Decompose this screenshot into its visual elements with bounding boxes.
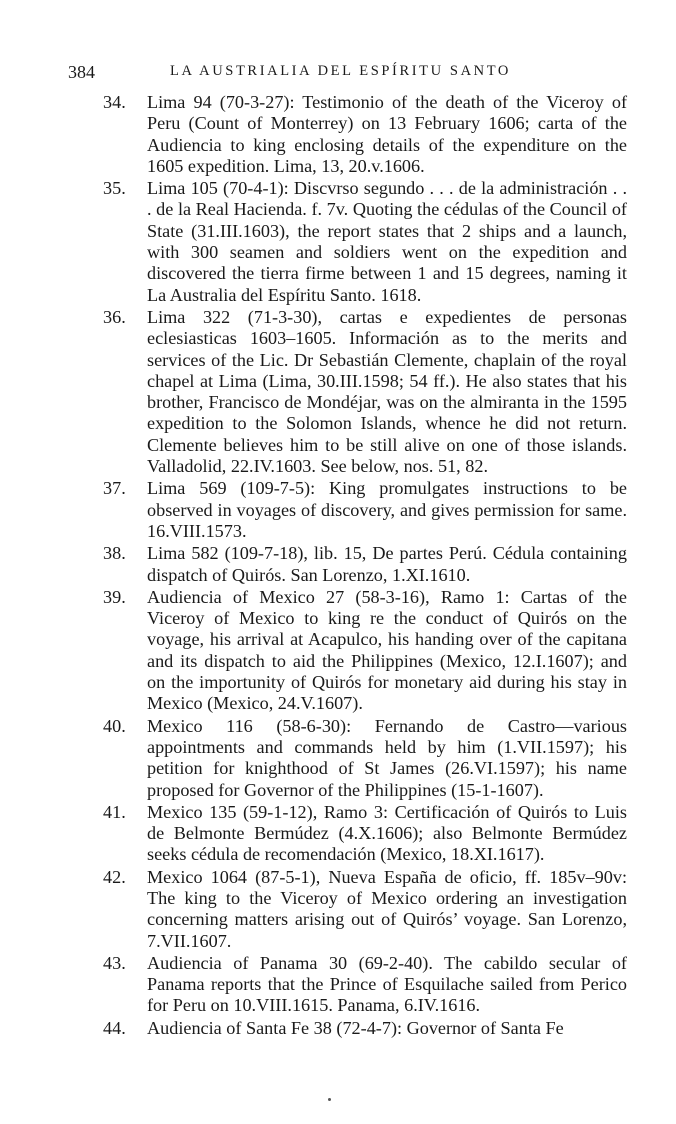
entry-text: Lima 94 (70-3-27): Testimonio of the death of the Viceroy of Peru (Count of Monterrey) on 13 February 1606; carta of the Audiencia to king enclosing details of the expenditure on the 1605 expedition. Lima, 13, 20.v.1606. — [147, 92, 627, 176]
archive-entry-list — [103, 92, 627, 1039]
entry-36 — [103, 307, 627, 477]
page-number: 384 — [68, 62, 95, 82]
entry-43 — [103, 953, 627, 1017]
entry-number: 41. — [103, 801, 126, 822]
entry-text: Mexico 1064 (87-5-1), Nueva España de oficio, ff. 185v–90v: The king to the Viceroy of Mexico ordering an investigation concerning matters arising out of Quirós’ voyage. San Lorenzo, 7.VII.1607. — [147, 866, 627, 951]
entry-41 — [103, 802, 627, 866]
entry-number: 37. — [103, 478, 126, 499]
entry-text: Audiencia of Mexico 27 (58-3-16), Ramo 1: Cartas of the Viceroy of Mexico to king re the conduct of Quirós on the voyage, his arrival at Acapulco, his handing over of the capitana and its dispatch to aid the Philippines (Mexico, 12.I.1607); and on the importunity of Quirós for monetary aid during his stay in Mexico (Mexico, 24.V.1607). — [147, 586, 627, 714]
entry-35 — [103, 178, 627, 306]
entry-44 — [103, 1018, 627, 1039]
entry-text: Lima 569 (109-7-5): King promulgates instructions to be observed in voyages of discovery, and gives permission for same. 16.VIII.1573. — [147, 478, 627, 541]
entry-number: 38. — [103, 543, 126, 564]
entry-number: 34. — [103, 92, 126, 112]
entry-text: Audiencia of Santa Fe 38 (72-4-7): Governor of Santa Fe — [147, 1017, 564, 1038]
entry-text: Lima 105 (70-4-1): Discvrso segundo . . . de la administración . . . de la Real Hacienda. f. 7v. Quoting the cédulas of the Council of State (31.III.1603), the report states that 2 ships and a launch, with 300 seamen and soldiers went on the expedition and discovered the tierra firme between 1 and 15 degrees, naming it La Australia del Espíritu Santo. 1618. — [147, 178, 627, 305]
entry-number: 35. — [103, 178, 126, 199]
entry-37 — [103, 478, 627, 542]
entry-number: 42. — [103, 866, 126, 887]
entry-39 — [103, 587, 627, 715]
entry-text: Mexico 116 (58-6-30): Fernando de Castro—various appointments and commands held by him (1.VII.1597); his petition for knighthood of St James (26.VI.1597); his name proposed for Governor of the Philippines (15-1-1607). — [147, 715, 627, 800]
entry-42 — [103, 867, 627, 952]
entry-text: Mexico 135 (59-1-12), Ramo 3: Certificación of Quirós to Luis de Belmonte Bermúdez (4.X.1606); also Belmonte Bermúdez seeks cédula de recomendación (Mexico, 18.XI.1617). — [147, 801, 627, 865]
entry-text: Audiencia of Panama 30 (69-2-40). The cabildo secular of Panama reports that the Prince of Esquilache sailed from Perico for Peru on 10.VIII.1615. Panama, 6.IV.1616. — [147, 952, 627, 1016]
entry-text: Lima 322 (71-3-30), cartas e expedientes de personas eclesiasticas 1603–1605. Información as to the merits and services of the Lic. Dr Sebastián Clemente, chaplain of the royal chapel at Lima (Lima, 30.III.1598; 54 ff.). He also states that his brother, Francisco de Mondéjar, was on the almiranta in the 1595 expedition to the Solomon Islands, whence he did not return. Clemente believes him to be still alive on one of those islands. Valladolid, 22.IV.1603. See below, nos. 51, 82. — [147, 306, 627, 477]
entry-number: 36. — [103, 306, 126, 327]
entry-38 — [103, 543, 627, 586]
page-mark — [328, 1098, 331, 1101]
entry-number: 44. — [103, 1017, 126, 1038]
entry-number: 43. — [103, 952, 126, 973]
entry-40 — [103, 716, 627, 801]
entry-text: Lima 582 (109-7-18), lib. 15, De partes Perú. Cédula containing dispatch of Quirós. San Lorenzo, 1.XI.1610. — [147, 543, 627, 585]
page-header — [68, 62, 568, 86]
entry-number: 40. — [103, 715, 126, 736]
entry-number: 39. — [103, 586, 126, 607]
entry-34 — [103, 92, 627, 177]
running-title: LA AUSTRIALIA DEL ESPÍRITU SANTO — [170, 63, 511, 79]
